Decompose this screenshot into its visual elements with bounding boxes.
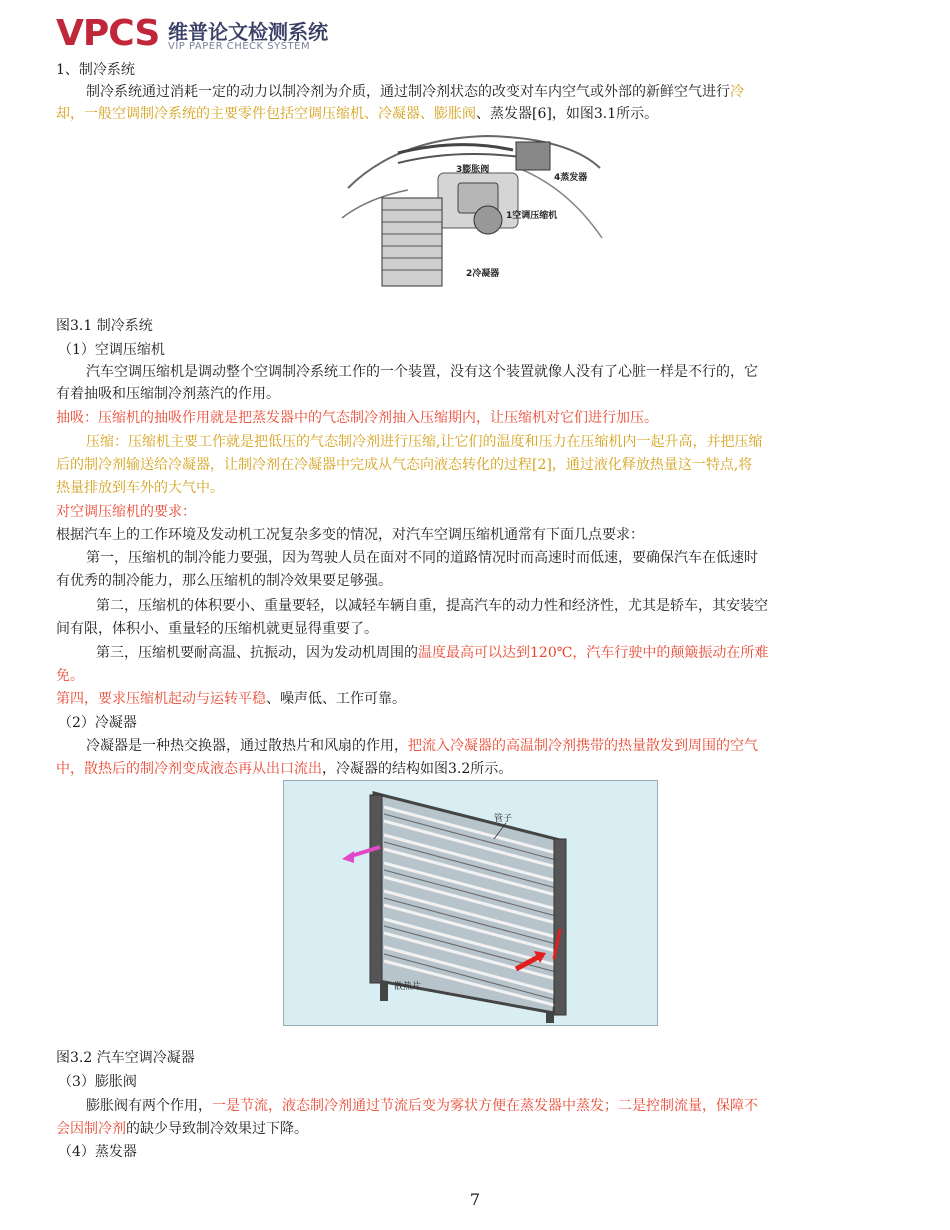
paragraph-line-highlight: 压缩：压缩机主要工作就是把低压的气态制冷剂进行压缩,让它们的温度和压力在压缩机内一起升高，并把压缩 xyxy=(86,434,763,450)
paragraph-line: 第二，压缩机的体积要小、重量要轻，以减轻车辆自重，提高汽车的动力性和经济性，尤其是轿车，其安装空 xyxy=(96,598,768,614)
text-run: 第三，压缩机要耐高温、抗振动，因为发动机周围的 xyxy=(96,645,418,661)
paragraph-line-highlight: 后的制冷剂输送给冷凝器，让制冷剂在冷凝器中完成从气态向液态转化的过程[2]，通过液化释放热量这一特点,将 xyxy=(56,457,753,473)
highlight-run: 把流入冷凝器的高温制冷剂携带的热量散发到周围的空气 xyxy=(408,738,758,754)
label-fins: 散热片 xyxy=(394,982,422,992)
paragraph-line xyxy=(56,689,886,709)
subsection-heading: （3）膨胀阀 xyxy=(58,1074,137,1090)
label-condenser: 2冷凝器 xyxy=(466,269,500,279)
figure-condenser xyxy=(283,780,658,1026)
paragraph-line-highlight: 抽吸：压缩机的抽吸作用就是把蒸发器中的气态制冷剂抽入压缩期内，让压缩机对它们进行加压。 xyxy=(56,410,658,426)
logo-mark: VPCS xyxy=(56,13,160,54)
subsection-heading: （1）空调压缩机 xyxy=(58,342,165,358)
logo-chinese-name: 维普论文检测系统 xyxy=(168,20,328,44)
condenser-illustration xyxy=(284,781,657,1025)
label-evaporator: 4蒸发器 xyxy=(554,173,588,183)
highlight-run: 却，一般空调制冷系统的主要零件包括空调压缩机、冷凝器、膨胀阀 xyxy=(56,106,476,122)
highlight-run: 会因制冷剂 xyxy=(56,1121,126,1137)
paragraph-line xyxy=(56,759,886,779)
text-run: 、蒸发器[6]，如图3.1所示。 xyxy=(476,106,659,122)
paragraph-line-highlight: 免。 xyxy=(56,668,84,684)
highlight-run: 第四，要求压缩机起动与运转平稳 xyxy=(56,691,266,707)
highlight-run: 冷 xyxy=(730,84,744,100)
figure-caption: 图3.1 制冷系统 xyxy=(56,318,153,334)
paragraph-line xyxy=(56,1096,886,1116)
paragraph-line: 有着抽吸和压缩制冷剂蒸汽的作用。 xyxy=(56,386,280,402)
paragraph-line: 根据汽车上的工作环境及发动机工况复杂多变的情况，对汽车空调压缩机通常有下面几点要求： xyxy=(56,527,644,543)
paragraph-line xyxy=(56,643,886,663)
paragraph-line: 有优秀的制冷能力，那么压缩机的制冷效果要足够强。 xyxy=(56,573,392,589)
paragraph-line xyxy=(56,82,886,102)
paragraph-line xyxy=(56,736,886,756)
paragraph-line-highlight: 对空调压缩机的要求： xyxy=(56,504,196,520)
paragraph-line: 间有限，体积小、重量轻的压缩机就更显得重要了。 xyxy=(56,621,378,637)
page-number: 7 xyxy=(469,1190,481,1209)
text-run: 的缺少导致制冷效果过下降。 xyxy=(126,1121,308,1137)
paragraph-line: 第一，压缩机的制冷能力要强，因为驾驶人员在面对不同的道路情况时而高速时而低速，要确保汽车在低速时 xyxy=(86,550,758,566)
text-run: 冷凝器是一种热交换器，通过散热片和风扇的作用， xyxy=(86,738,408,754)
car-engine-illustration xyxy=(338,128,606,292)
subsection-heading: （4）蒸发器 xyxy=(58,1144,137,1160)
text-run: 制冷系统通过消耗一定的动力以制冷剂为介质，通过制冷剂状态的改变对车内空气或外部的新鲜空气进行 xyxy=(86,84,730,100)
paragraph-line xyxy=(56,104,886,124)
paragraph-line-highlight: 热量排放到车外的大气中。 xyxy=(56,480,224,496)
figure-caption: 图3.2 汽车空调冷凝器 xyxy=(56,1050,195,1066)
section-heading: 1、制冷系统 xyxy=(56,62,135,78)
subsection-heading: （2）冷凝器 xyxy=(58,715,137,731)
highlight-run: 一是节流，液态制冷剂通过节流后变为雾状方便在蒸发器中蒸发；二是控制流量，保障不 xyxy=(212,1098,758,1114)
paragraph-line xyxy=(56,1119,886,1139)
text-run: 膨胀阀有两个作用， xyxy=(86,1098,212,1114)
text-run: 、噪声低、工作可靠。 xyxy=(266,691,406,707)
highlight-run: 中，散热后的制冷剂变成液态再从出口流出 xyxy=(56,761,322,777)
paragraph-line: 汽车空调压缩机是调动整个空调制冷系统工作的一个装置，没有这个装置就像人没有了心脏一样是不行的，它 xyxy=(86,364,758,380)
highlight-run: 温度最高可以达到120℃，汽车行驶中的颠簸振动在所难 xyxy=(418,645,769,661)
label-tube: 管子 xyxy=(494,814,513,824)
logo-english-name: VIP PAPER CHECK SYSTEM xyxy=(168,41,311,52)
label-expansion-valve: 3膨胀阀 xyxy=(456,165,490,175)
figure-refrigeration-system xyxy=(338,128,606,292)
label-compressor: 1空调压缩机 xyxy=(506,211,558,221)
text-run: ，冷凝器的结构如图3.2所示。 xyxy=(322,761,513,777)
